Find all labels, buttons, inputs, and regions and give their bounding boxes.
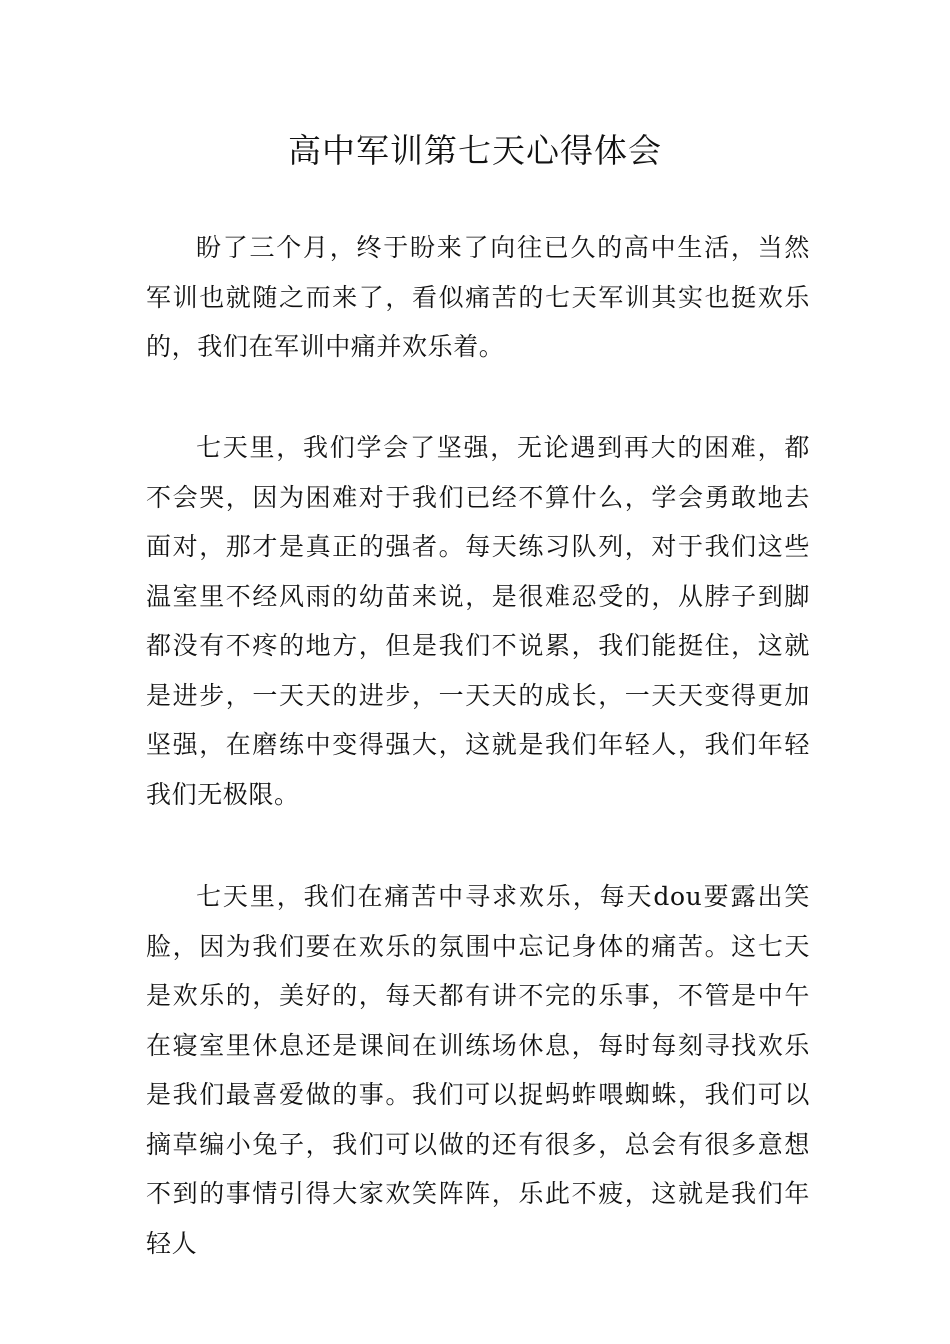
paragraph-1: 盼了三个月，终于盼来了向往已久的高中生活，当然军训也就随之而来了，看似痛苦的七天军训其实也挺欢乐的，我们在军训中痛并欢乐着。 bbox=[146, 233, 810, 361]
paragraph-2: 七天里，我们学会了坚强，无论遇到再大的困难，都不会哭，因为困难对于我们已经不算什么，学会勇敢地去面对，那才是真正的强者。每天练习队列，对于我们这些温室里不经风雨的幼苗来说，是很难忍受的，从脖子到脚都没有不疼的地方，但是我们不说累，我们能挺住，这就是进步，一天天的进步，一天天的成长，一天天变得更加坚强，在磨练中变得强大，这就是我们年轻人，我们年轻我们无极限。 bbox=[146, 433, 810, 809]
paragraph-3: 七天里，我们在痛苦中寻求欢乐，每天dou要露出笑脸，因为我们要在欢乐的氛围中忘记身体的痛苦。这七天是欢乐的，美好的，每天都有讲不完的乐事，不管是中午在寝室里休息还是课间在训练场休息，每时每刻寻找欢乐是我们最喜爱做的事。我们可以捉蚂蚱喂蜘蛛，我们可以摘草编小兔子，我们可以做的还有很多，总会有很多意想不到的事情引得大家欢笑阵阵，乐此不疲，这就是我们年轻人 bbox=[146, 882, 810, 1258]
document-title: 高中军训第七天心得体会 bbox=[288, 131, 662, 170]
